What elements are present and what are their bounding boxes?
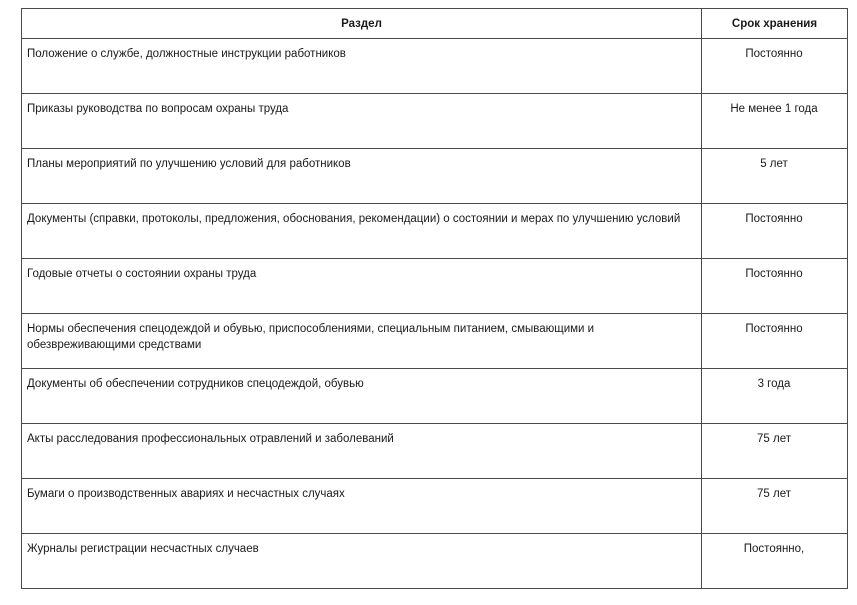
term-cell: Не менее 1 года <box>702 94 848 149</box>
table-row <box>22 369 848 424</box>
term-cell: Постоянно, <box>702 534 848 589</box>
section-cell: Нормы обеспечения спецодеждой и обувью, приспособлениями, специальным питанием, смывающими и обезвреживающими средствами <box>22 314 702 369</box>
section-cell: Журналы регистрации несчастных случаев <box>22 534 702 589</box>
term-cell: 5 лет <box>702 149 848 204</box>
term-cell: Постоянно <box>702 39 848 94</box>
term-cell: 3 года <box>702 369 848 424</box>
section-cell: Документы (справки, протоколы, предложения, обоснования, рекомендации) о состоянии и мерах по улучшению условий <box>22 204 702 259</box>
section-cell: Приказы руководства по вопросам охраны труда <box>22 94 702 149</box>
table-row <box>22 94 848 149</box>
table-row <box>22 479 848 534</box>
term-cell: Постоянно <box>702 314 848 369</box>
table-row <box>22 259 848 314</box>
section-cell: Планы мероприятий по улучшению условий для работников <box>22 149 702 204</box>
term-cell: Постоянно <box>702 259 848 314</box>
table-row <box>22 149 848 204</box>
section-cell: Положение о службе, должностные инструкции работников <box>22 39 702 94</box>
term-cell: Постоянно <box>702 204 848 259</box>
term-cell: 75 лет <box>702 479 848 534</box>
table-row <box>22 39 848 94</box>
section-cell: Годовые отчеты о состоянии охраны труда <box>22 259 702 314</box>
table-row <box>22 314 848 369</box>
header-retention-term: Срок хранения <box>702 9 848 39</box>
table-row <box>22 204 848 259</box>
table-row <box>22 424 848 479</box>
table-header-row <box>22 9 848 39</box>
retention-table <box>21 8 848 589</box>
section-cell: Акты расследования профессиональных отравлений и заболеваний <box>22 424 702 479</box>
table-row <box>22 534 848 589</box>
term-cell: 75 лет <box>702 424 848 479</box>
section-cell: Бумаги о производственных авариях и несчастных случаях <box>22 479 702 534</box>
header-section: Раздел <box>22 9 702 39</box>
section-cell: Документы об обеспечении сотрудников спецодеждой, обувью <box>22 369 702 424</box>
